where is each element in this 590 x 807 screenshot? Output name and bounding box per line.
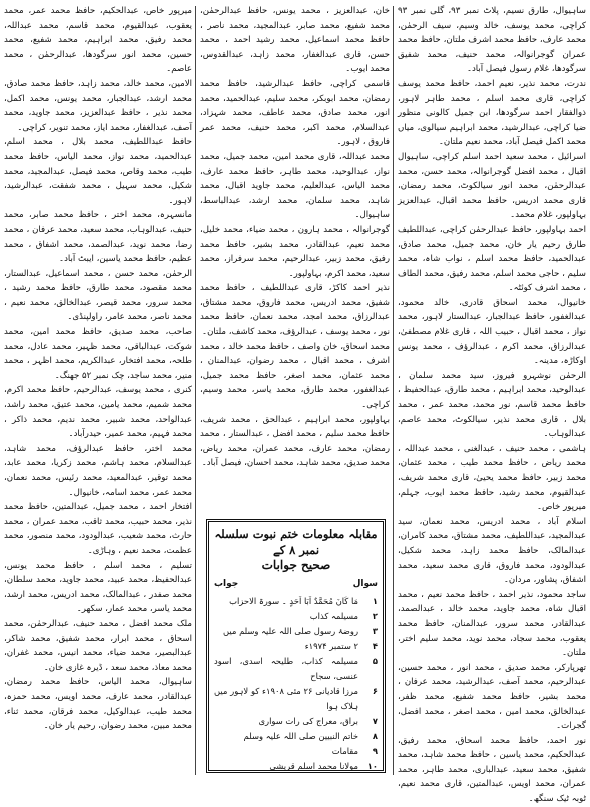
quiz-header-question: سوال (352, 578, 378, 589)
name-list-paragraph: مانسہرہ، محمد اختر ، حافظ محمد صابر، محمد حنیف، عبدالوہاب، محمد سعید، محمد عرفان ، محمد رضا، محمد نوید، عبدالصمد، محمد اشفاق ، محمد عظیم، حافظ محمد یاسین، ایبٹ آباد۔ (4, 210, 192, 265)
answer-number: ۹ (372, 746, 378, 757)
answer-text: مسیلمہ کذاب، طلیحہ اسدی، اسود عنسی، سجاح (214, 656, 358, 682)
column-divider (195, 6, 196, 775)
answer-number: ۱ (372, 596, 378, 607)
name-list-paragraph: نور احمد، حافظ محمد اسحاق، محمد رفیق، عبدالحکیم، محمد یاسین ، حافظ محمد شاہد، محمد شفیق، محمد سعید، عبدالباری، محمد طاہر، محمد عمران، محمد اویس، عبدالمتین، قاری محمد نعیم، ٹوبہ ٹیک سنگھ۔ (398, 735, 586, 805)
name-list-paragraph: خانیوال، محمد اسحاق قادری، خالد محمود، عبدالغفور، حافظ عبدالجبار، عبدالستار لاہور، محمد نواز ، محمد اقبال ، حبیب اللہ ، قاری غلام مصطفیٰ، عبدالرزاق، محمد اکرم ، عبدالرؤف ، محمد یونس اوکاڑہ، مدینہ۔ (398, 297, 586, 367)
name-list-paragraph: ملک محمد افضل ، محمد حنیف، عبدالرحمٰن، محمد اسحاق ، محمد ابرار، محمد شفیق، محمد شاکر، عبدالبصیر، محمد ضیاء، محمد انیس، محمد غفران، محمد معاذ، محمد سعد ، ڈیرہ غازی خان۔ (4, 618, 192, 673)
quiz-answer-item (214, 729, 378, 744)
name-list-paragraph: احمد بہاولپور، حافظ عبدالرحمٰن کراچی، عبداللطیف طارق رحیم یار خان، محمد جمیل، محمد صادق، عبدالحمید، حافظ محمد اسلم ، نواب شاہ، محمد سلیم ، حاجی محمد اسلم، محمد رفیق، محمد الطاف ، محمد اشرف کوئٹہ۔ (398, 224, 586, 294)
quiz-answer-item (214, 609, 378, 624)
column-divider (393, 6, 394, 775)
answer-text: مقامات (331, 746, 358, 757)
column-left (4, 4, 192, 777)
answer-number: ۸ (372, 731, 378, 742)
answer-number: ۶ (372, 686, 378, 697)
name-list-paragraph: کنری ، محمد یوسف، عبدالرحیم، حافظ محمد اکرم، محمد شمیم، محمد یامین، محمد عتیق، محمد راشد، عبدالواحد، محمد شبیر، محمد ندیم، محمد ذاکر ، محمد فہیم، محمد عمیر، حیدرآباد۔ (4, 385, 192, 440)
answer-text: براق، معراج کی رات سواری (258, 716, 358, 727)
quiz-subtitle: صحیح جوابات (261, 558, 331, 572)
name-list-paragraph: محمد عبداللہ، قاری محمد امین، محمد جمیل، محمد نواز، عبدالوحید، محمد طاہر، حافظ محمد عارف، محمد الیاس، عبدالعلیم، محمد جاوید اقبال، محمد شاہد، محمد سلمان، محمد ارشد، عبدالباسط، ساہیوال۔ (200, 151, 390, 221)
quiz-answer-item (214, 759, 378, 774)
quiz-answer-item (214, 744, 378, 759)
name-list-paragraph: اسرائیل ، محمد سعید احمد اسلم کراچی، ساہیوال اقبال ، محمد افضل گوجرانوالہ، محمد حسن، محمد عبدالرحمٰن، محمد انور سیالکوٹ، محمد رمضان، قاری محمد ادریس، حافظ محمد اقبال، عبدالعزیز بہاولپور، غلام محمد۔ (398, 151, 586, 221)
quiz-header (214, 577, 378, 592)
answer-number: ۵ (372, 656, 378, 667)
column-middle-text (200, 4, 390, 514)
answer-text: مَا کَانَ مُحَمَّدٌ اَبَا اَحَدٍ ۔ سورۃ الاحزاب (229, 596, 358, 607)
name-list-paragraph: ندرت، محمد نذیر، نعیم احمد، حافظ محمد یوسف کراچی، قاری محمد اسلم ، محمد طاہر لاہور، ذوالفقار احمد سرگودھا، ابن جمیل کالونی منظور ضیا کراچی، عبدالرشید، محمد ابراہیم سیالوی، میاں محمد اکمل فیصل آباد، محمد نعیم ملتان۔ (398, 78, 586, 148)
name-list-paragraph: ساہیوال، محمد الیاس، حافظ محمد رمضان، عبدالقادر، محمد عارف، محمد اویس، محمد حمزہ، محمد طیب، عبدالوکیل، محمد فرقان، محمد ثناء، محمد مبین، محمد رضوان، رحیم یار خان۔ (4, 677, 192, 732)
name-list-paragraph: الرحمٰن، محمد حسن ، محمد اسماعیل، عبدالستار، محمد مقصود، محمد طارق، حافظ محمد رشید ، محمد سرور، محمد قیصر، عبدالخالق، محمد نعیم ، محمد ناصر، محمد عامر، راولپنڈی۔ (4, 268, 192, 323)
name-list-paragraph: الرحمٰن نوشہرو فیروز، سید محمد سلمان ، عبدالوحید، محمد ابراہیم ، محمد طارق، عبدالحفیظ ، حافظ محمد قاسم، نور محمد، محمد عمر ، محمد بلال ، قاری محمد نذیر، سیالکوٹ، محمد عاصم، عبدالوہاب۔ (398, 370, 586, 440)
name-list-paragraph: ہاشمی ، محمد حنیف ، عبدالغنی ، محمد عبداللہ ، محمد ریاض ، حافظ محمد طیب ، محمد عثمان، محمد زبیر، حافظ محمد یحییٰ، قاری محمد شریف، عبدالقیوم، محمد رشید، حافظ محمد ایوب، جہلم، میرپور خاص۔ (398, 443, 586, 513)
name-list-paragraph: صاحب، محمد صدیق، حافظ محمد امین، محمد شوکت، عبدالباقی، محمد ظہیر، محمد عادل، محمد طلحہ، محمد افتخار، عبدالکریم، محمد اظہر ، محمد منیر، محمد ساجد، چک نمبر ۵۲ جھنگ۔ (4, 327, 192, 381)
name-list-paragraph: اسلام آباد ، محمد ادریس، محمد نعمان، سید عبدالمجید، عبداللطیف، محمد مشتاق، محمد کامران، عبدالمالک، حافظ محمد زاہد، محمد شکیل، عبدالودود، محمد فاروق، قاری محمد سعید، محمد اشفاق، پشاور، مردان۔ (398, 516, 586, 586)
answer-text: روضۂ رسول صلی اللہ علیہ وسلم میں (223, 626, 358, 637)
name-list-paragraph: قاسمی کراچی، حافظ عبدالرشید، حافظ محمد رمضان، محمد ابوبکر، محمد سلیم، عبدالحمید، محمد انور، محمد صادق، محمد عاطف، محمد شہزاد، عبدالسلام، محمد اکبر، محمد حنیف، محمد عمر فاروق ، لاہور۔ (200, 78, 390, 148)
answer-number: ۲ (372, 611, 378, 622)
quiz-answer-list (214, 594, 378, 774)
name-list-paragraph: حافظ عبداللطیف، محمد بلال ، محمد اسلم، عبدالحمید، محمد نواز، محمد الیاس، حافظ محمد طیب، محمد وقاص، محمد فیصل، عبدالمجید، محمد شکیل، محمد سہیل ، محمد شفقت، عبدالرشید، لاہور۔ (4, 137, 192, 206)
name-list-paragraph: ساہیوال، طارق نسیم، پلاٹ نمبر ۹۳، گلی نمبر ۹۳ کراچی، محمد یوسف، خالد وسیم، سیف الرحمٰن، محمد عارف، حافظ محمد اشرف ملتان، حافظ محمد عمران گوجرانوالہ، محمد حنیف، محمد شفیق سرگودھا، غلام رسول فیصل آباد۔ (398, 6, 586, 75)
answer-text: مسیلمہ کذاب (309, 611, 358, 622)
name-list-paragraph: تسلیم ، محمد اسلم ، حافظ محمد یونس، عبدالحفیظ، محمد عبید، محمد جاوید، محمد سلطان، محمد صفدر ، عبدالمالک، محمد ادریس، محمد ارشد، محمد یاسر، محمد عمار، سکھر۔ (4, 560, 192, 615)
quiz-answer-item (214, 714, 378, 729)
answer-number: ۷ (372, 716, 378, 727)
quiz-answer-item (214, 639, 378, 654)
name-list-paragraph: بہاولپور، محمد ابراہیم ، عبدالحق ، محمد شریف، حافظ محمد سلیم ، محمد افضل ، عبدالستار ، محمد رمضان، محمد عارف، محمد عمران، محمد ریاض، محمد صدیق، محمد شاہد، محمد احسان، فیصل آباد۔ (200, 414, 390, 469)
answer-text: خاتم النبیین صلی اللہ علیہ وسلم (243, 731, 358, 742)
name-list-paragraph: گوجرانوالہ ، محمد ہارون ، محمد ضیاء، محمد خلیل، محمد نعیم، عبدالقادر، محمد بشیر، حافظ محمد رفیق، محمد زبیر، عبدالرحیم، محمد سرفراز، محمد سعید، محمد اکرم، بہاولپور۔ (200, 224, 390, 279)
column-middle (200, 4, 390, 777)
quiz-answer-item (214, 654, 378, 684)
quiz-answer-item (214, 624, 378, 639)
name-list-paragraph: ساجد محمود، نذیر احمد ، حافظ محمد نعیم ، محمد اقبال شاہ، محمد جاوید، محمد خالد ، عبدالصمد، عبدالقادر، محمد سرور، عبدالمنان، حافظ محمد یعقوب، محمد سجاد، محمد نوید، محمد سلیم اختر، ملتان۔ (398, 589, 586, 659)
answer-text: مرزا قادیانی ۲۶ مئی ۱۹۰۸ء کو لاہور میں ہلاک ہوا (214, 686, 358, 712)
quiz-header-answer: جواب (214, 578, 239, 589)
answer-number: ۴ (372, 641, 378, 652)
column-right (398, 4, 586, 805)
quiz-title: مقابلہ معلومات ختم نبوت سلسلہ نمبر ۸ کے (214, 527, 378, 557)
quiz-answer-item (214, 684, 378, 714)
answer-text: ۲ ستمبر ۱۹۷۴ء (304, 641, 358, 652)
answer-number: ۳ (372, 626, 378, 637)
name-list-paragraph: افتخار احمد ، محمد جمیل، عبدالمتین، حافظ محمد نذیر، محمد حبیب، محمد ثاقب، محمد عمران ، محمد حارث، محمد شعیب، عبدالودود، محمد منصور، محمد عظمت، محمد نعیم ، وہاڑی۔ (4, 502, 192, 556)
quiz-answers-box (206, 519, 386, 773)
name-list-paragraph: میرپور خاص، عبدالحکیم، حافظ محمد عمر، محمد یعقوب، عبدالقیوم، محمد قاسم، محمد عبداللہ، محمد رفیق، محمد ابراہیم، محمد شفیع، محمد حسین، محمد انور سرگودھا، عبدالرحمٰن ، محمد عاصم۔ (4, 6, 192, 75)
name-list-paragraph: محمد اسحاق، خان واصف ، حافظ محمد خالد ، محمد اشرف ، محمد اقبال ، محمد رضوان، عبدالمنان ، محمد عثمان، محمد اصغر، حافظ محمد جمیل، عبدالغفور، محمد طارق، محمد یاسر، محمد وسیم، کراچی۔ (200, 341, 390, 411)
quiz-answer-item (214, 594, 378, 609)
name-list-paragraph: خان، عبدالعزیز ، محمد یونس، حافظ عبدالرحمٰن، محمد شفیع، محمد صابر، عبدالمجید، محمد ناصر ، حافظ محمد اسماعیل، محمد رشید احمد ، محمد حسن، قاری عبدالغفار، محمد زاہد، عبدالقدوس، محمد ایوب۔ (200, 6, 390, 75)
answer-number: ۱۰ (367, 761, 378, 772)
name-list-paragraph: نذیر احمد کاکڑ، قاری عبداللطیف ، حافظ محمد شفیق، محمد ادریس، محمد فاروق، محمد مشتاق، عبدالرزاق، محمد امجد، محمد نعمان، حافظ محمد نور ، محمد یوسف ، عبدالرؤف، محمد کاشف، ملتان۔ (200, 283, 390, 338)
answer-text: مولانا محمد اسلم قریشی (269, 761, 358, 772)
newspaper-page (4, 4, 586, 805)
name-list-paragraph: محمد اختر، حافظ عبدالرؤف، محمد شاہد، عبدالسلام، محمد ہاشم، محمد زکریا، محمد عابد، محمد توقیر، عبدالمعید، محمد رئیس، محمد نعمان، محمد عمر، محمد اسامہ، خانیوال۔ (4, 443, 192, 498)
name-list-paragraph: تھرپارکر، محمد صدیق ، محمد انور ، محمد حسین، عبدالرحیم، محمد آصف، عبدالرشید، محمد عرفان ، محمد بشیر، حافظ محمد شفیع، محمد ظفر، عبدالخالق، محمد امین ، محمد اصغر ، محمد افضل، گجرات۔ (398, 662, 586, 732)
name-list-paragraph: الامین، محمد خالد، محمد زاہد، حافظ محمد صادق، محمد ارشد، عبدالجبار، محمد یونس، محمد اکمل، محمد نذیر ، حافظ عبدالعزیز، محمد جاوید، محمد آصف، عبدالغفار، محمد ایاز، محمد تنویر، کراچی۔ (4, 78, 192, 133)
